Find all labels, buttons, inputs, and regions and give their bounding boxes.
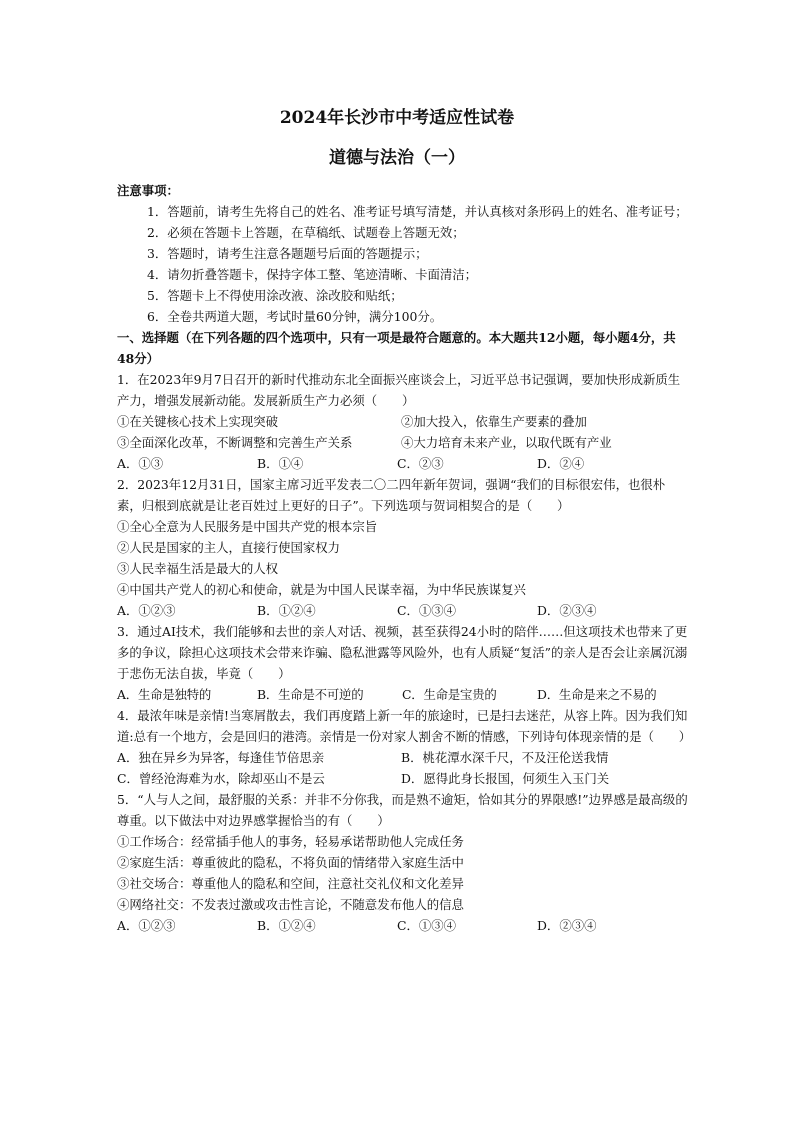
question-stem: 3．通过AI技术，我们能够和去世的亲人对话、视频，甚至获得24小时的陪伴……但这项技术也带来了更多的争议，除担心这项技术会带来诈骗、隐私泄露等风险外，也有人质疑“复活”的亲人是否会让亲属沉溺于悲伤无法自拔，毕竟（ ）: [117, 624, 688, 681]
note-item: 5．答题卡上不得使用涂改液、涂改胶和贴纸；: [147, 288, 403, 303]
choice-d[interactable]: D．愿得此身长报国，何须生入玉门关: [401, 771, 610, 786]
question-stem: 1．在2023年9月7日召开的新时代推动东北全面振兴座谈会上，习近平总书记强调，要加快形成新质生产力，增强发展新动能。发展新质生产力必须（ ）: [117, 372, 681, 408]
statement-option: ③人民幸福生活是最大的人权: [117, 561, 279, 576]
choice-d[interactable]: D．②③④: [537, 918, 597, 933]
choice-a[interactable]: A．①②③: [117, 918, 176, 933]
note-item: 6．全卷共两道大题，考试时量60分钟，满分100分。: [147, 309, 443, 324]
choice-c[interactable]: C．①③④: [397, 918, 457, 933]
choice-a[interactable]: A．①③: [117, 456, 164, 471]
choice-row: [117, 915, 689, 936]
question-stem: 2．2023年12月31日，国家主席习近平发表二〇二四年新年贺词，强调“我们的目标很宏伟，也很朴素，归根到底就是让老百姓过上更好的日子”。下列选项与贺词相契合的是（ ）: [117, 477, 666, 513]
choice-row: [117, 600, 689, 621]
notes-heading: 注意事项：: [117, 183, 179, 198]
option-row: [117, 432, 689, 453]
section-heading: 一、选择题（在下列各题的四个选项中，只有一项是最符合题意的。本大题共12小题，每小题4分，共48分）: [117, 330, 676, 366]
note-item: 4．请勿折叠答题卡，保持字体工整、笔迹清晰、卡面清洁；: [147, 267, 478, 282]
statement-option: ③社交场合：尊重他人的隐私和空间，注意社交礼仪和文化差异: [117, 876, 464, 891]
exam-title: 2024年长沙市中考适应性试卷: [279, 108, 515, 128]
question-stem: 5．“人与人之间，最舒服的关系：并非不分你我，而是熟不逾矩，恰如其分的界限感!”边界感是最高级的尊重。以下做法中对边界感掌握恰当的有（ ）: [117, 792, 688, 828]
choice-b[interactable]: B．桃花潭水深千尺，不及汪伦送我情: [401, 750, 609, 765]
choice-b[interactable]: B．①②④: [257, 918, 316, 933]
note-item: 2．必须在答题卡上答题，在草稿纸、试题卷上答题无效；: [147, 225, 465, 240]
choice-d[interactable]: D．②④: [537, 456, 585, 471]
choice-d[interactable]: D．②③④: [537, 603, 597, 618]
choice-c[interactable]: C．②③: [397, 456, 444, 471]
exam-body: [117, 180, 692, 936]
statement-option: ②加大投入，依靠生产要素的叠加: [401, 414, 587, 429]
statement-option: ④网络社交：不发表过激或攻击性言论，不随意发布他人的信息: [117, 897, 464, 912]
choice-a[interactable]: A．独在异乡为异客，每逢佳节倍思亲: [117, 750, 325, 765]
note-item: 3．答题时，请考生注意各题题号后面的答题提示；: [147, 246, 428, 261]
statement-option: ④大力培育未来产业，以取代既有产业: [401, 435, 612, 450]
exam-subtitle: 道德与法治（一）: [329, 148, 465, 168]
choice-c[interactable]: C．曾经沧海难为水，除却巫山不是云: [117, 771, 325, 786]
choice-b[interactable]: B．①④: [257, 456, 304, 471]
statement-option: ②家庭生活：尊重彼此的隐私，不将负面的情绪带入家庭生活中: [117, 855, 464, 870]
choice-c[interactable]: C．①③④: [397, 603, 457, 618]
choice-row: [117, 684, 689, 705]
statement-option: ②人民是国家的主人，直接行使国家权力: [117, 540, 341, 555]
option-row: [117, 411, 689, 432]
choice-row: [117, 747, 689, 768]
statement-option: ③全面深化改革，不断调整和完善生产关系: [117, 435, 353, 450]
choice-b[interactable]: B．生命是不可逆的: [257, 687, 364, 702]
statement-option: ①在关键核心技术上实现突破: [117, 414, 279, 429]
statement-option: ④中国共产党人的初心和使命，就是为中国人民谋幸福，为中华民族谋复兴: [117, 582, 526, 597]
choice-c[interactable]: C．生命是宝贵的: [402, 687, 497, 702]
choice-row: [117, 453, 689, 474]
choice-d[interactable]: D．生命是来之不易的: [537, 687, 657, 702]
choice-row: [117, 768, 689, 789]
choice-a[interactable]: A．①②③: [117, 603, 176, 618]
statement-option: ①工作场合：经常插手他人的事务，轻易承诺帮助他人完成任务: [117, 834, 464, 849]
question-stem: 4．最浓年味是亲情!当寒屑散去，我们再度踏上新一年的旅途时，已是扫去迷茫，从容上阵。因为我们知道:总有一个地方，会是回归的港湾。亲情是一份对家人割舍不断的情感，下列诗句体现亲情的是（ ）: [117, 708, 692, 744]
statement-option: ①全心全意为人民服务是中国共产党的根本宗旨: [117, 519, 378, 534]
choice-b[interactable]: B．①②④: [257, 603, 316, 618]
choice-a[interactable]: A．生命是独特的: [117, 687, 212, 702]
note-item: 1．答题前，请考生先将自己的姓名、准考证号填写清楚，并认真核对条形码上的姓名、准考证号；: [147, 204, 688, 219]
